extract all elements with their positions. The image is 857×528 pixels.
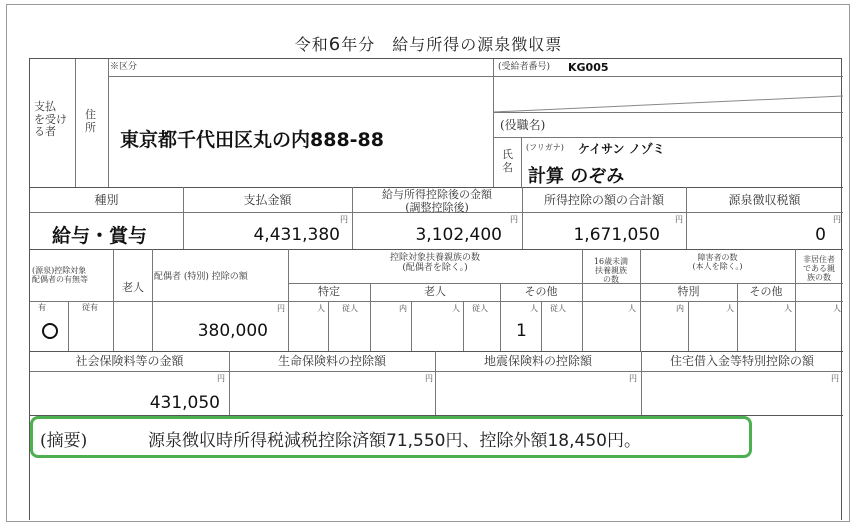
person-unit: 人 [784, 304, 792, 313]
yen-unit: 円 [675, 215, 683, 224]
special-label: 特別 [677, 285, 700, 298]
spouse-deduction-label: 配偶者 (特別) 控除の額 [154, 272, 248, 282]
others-count: 1 [516, 321, 527, 341]
furigana-value: ケイサン ノゾミ [578, 142, 665, 156]
follow-person-unit: 従人 [342, 304, 358, 313]
specific-label: 特定 [318, 285, 340, 298]
kubun-label: ※区分 [110, 62, 138, 72]
recipient-number-label: (受給者番号) [498, 62, 551, 72]
name-value: 計算 のぞみ [528, 166, 625, 187]
title-year: 6 [328, 34, 342, 55]
line [521, 137, 522, 187]
recipient-number: KG005 [568, 61, 609, 74]
header-after-deduction: 給与所得控除後の金額 (調整控除後) [382, 188, 492, 214]
summary-label: (摘要) [40, 431, 88, 451]
person-unit: 人 [833, 304, 841, 313]
person-unit: 人 [628, 304, 636, 313]
social-insurance-label: 社会保険料等の金額 [75, 354, 184, 368]
yen-unit: 円 [510, 215, 518, 224]
furigana-label: (フリガナ) [526, 143, 564, 152]
after-deduction-amount: 3,102,400 [415, 225, 502, 245]
header-total-deduction: 所得控除の額の合計額 [543, 193, 664, 207]
line [30, 351, 843, 352]
header-withholding: 源泉徴収税額 [728, 193, 801, 207]
line [108, 76, 493, 77]
line [30, 371, 843, 372]
address-label: 住 所 [85, 108, 96, 134]
withholding-tax-amount: 0 [815, 225, 826, 245]
line [75, 59, 76, 187]
spouse-exist-label: (源泉)控除対象 配偶者の有無等 [32, 266, 88, 285]
earthquake-insurance-label: 地震保険料の控除額 [483, 354, 592, 368]
nonresident-label: 非居住者 である親 族の数 [803, 255, 835, 283]
line [463, 301, 464, 351]
line [688, 301, 689, 351]
follow-person-unit: 従人 [550, 304, 566, 313]
yen-unit: 円 [833, 215, 841, 224]
elderly-label: 老人 [424, 285, 446, 298]
person-unit: 人 [726, 304, 734, 313]
disabled-others-label: その他 [749, 285, 783, 298]
address-value: 東京都千代田区丸の内888-88 [120, 129, 384, 151]
yen-unit: 円 [831, 374, 839, 383]
name-label: 氏 名 [502, 148, 513, 174]
person-unit: 人 [530, 304, 538, 313]
follow-person-unit: 従人 [472, 304, 488, 313]
yes-label: 有 [38, 303, 46, 312]
payer-label: 支払 を受け る者 [34, 100, 67, 139]
inner-unit: 内 [399, 304, 407, 313]
inner-unit: 内 [676, 304, 684, 313]
line [152, 249, 153, 351]
position-label: (役職名) [500, 118, 546, 132]
follow-yes-label: 従有 [82, 303, 98, 312]
title-suffix: 年分 給与所得の源泉徴収票 [341, 35, 563, 54]
yen-unit: 円 [629, 374, 637, 383]
person-unit: 人 [452, 304, 460, 313]
title-prefix: 令和 [294, 35, 329, 54]
line [328, 301, 329, 351]
line [411, 301, 412, 351]
line [113, 249, 114, 351]
spouse-circle-mark [42, 323, 58, 339]
under16-label: 16歳未満 扶養親族 の数 [593, 257, 629, 285]
spouse-deduction-amount: 380,000 [197, 321, 268, 341]
summary-text: 源泉徴収時所得税減税控除済額71,550円、控除外額18,450円。 [148, 431, 641, 451]
yen-unit: 円 [425, 374, 433, 383]
diagonal-area [493, 76, 843, 112]
payment-amount: 4,431,380 [253, 225, 340, 245]
header-type: 種別 [94, 193, 119, 207]
line [68, 301, 69, 351]
person-unit: 人 [317, 304, 325, 313]
disabled-label: 障害者の数 (本人を除く。) [692, 253, 743, 272]
housing-loan-label: 住宅借入金等特別控除の額 [669, 354, 814, 368]
line [541, 301, 542, 351]
header-payment: 支払金額 [243, 193, 292, 207]
line [493, 137, 843, 138]
others-label: その他 [524, 285, 558, 298]
life-insurance-label: 生命保険料の控除額 [277, 354, 386, 368]
dependents-label: 控除対象扶養親族の数 (配偶者を除く。) [389, 253, 480, 274]
line [108, 59, 109, 187]
document-title [0, 32, 857, 55]
yen-unit: 円 [340, 215, 348, 224]
line [493, 112, 843, 113]
yen-unit: 円 [217, 374, 225, 383]
type-value: 給与・賞与 [52, 225, 148, 247]
yen-unit: 円 [277, 304, 285, 313]
total-deduction-amount: 1,671,050 [573, 225, 660, 245]
social-insurance-amount: 431,050 [149, 393, 220, 413]
spouse-elderly-label: 老人 [122, 281, 144, 294]
line [288, 283, 843, 284]
